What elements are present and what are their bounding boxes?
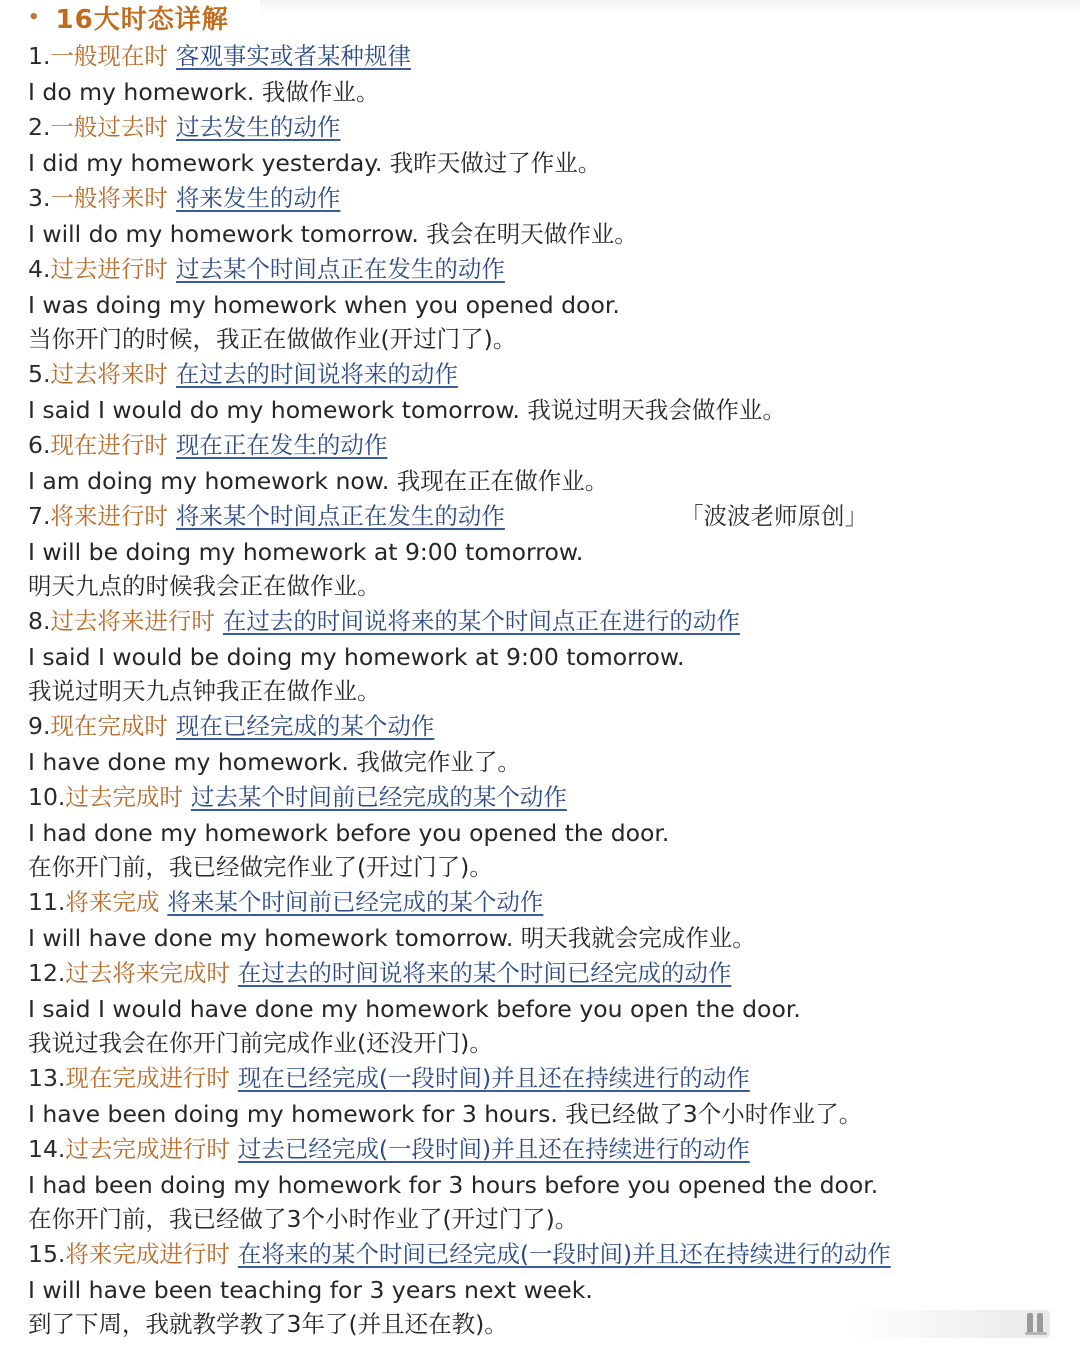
tense-description: 现在正在发生的动作 [175, 431, 388, 459]
tense-description: 过去某个时间点正在发生的动作 [175, 255, 505, 283]
tense-name: 将来完成 [65, 888, 160, 916]
example-sentence: 明天九点的时候我会正在做作业。 [28, 572, 381, 600]
tense-item [28, 955, 1068, 1060]
tense-number: 11. [28, 888, 66, 916]
tense-heading [28, 1060, 1068, 1097]
example-sentence: I do my homework. 我做作业。 [28, 78, 380, 106]
tense-list [28, 38, 1068, 1341]
example-sentence: I said I would have done my homework before you open the door. [28, 995, 801, 1023]
title-bullet: • [28, 6, 40, 28]
tense-item [28, 1060, 1068, 1131]
tense-number: 10. [28, 783, 66, 811]
example-sentence: 到了下周，我就教学教了3年了(并且还在教)。 [28, 1310, 508, 1338]
top-fade [260, 0, 1080, 14]
example-sentence: I had done my homework before you opened the door. [28, 819, 670, 847]
tense-name: 将来完成进行时 [65, 1240, 230, 1268]
tense-name: 现在完成进行时 [65, 1064, 230, 1092]
tense-item [28, 1131, 1068, 1236]
tense-item [28, 708, 1068, 779]
tense-name: 过去完成时 [65, 783, 183, 811]
tense-description: 将来某个时间点正在发生的动作 [175, 502, 505, 530]
example-sentence: 我说过我会在你开门前完成作业(还没开门)。 [28, 1029, 493, 1057]
example-sentence: I will be doing my homework at 9:00 tomorrow. [28, 538, 584, 566]
example-sentence: I have done my homework. 我做完作业了。 [28, 748, 521, 776]
example-sentence: I am doing my homework now. 我现在正在做作业。 [28, 467, 609, 495]
example-sentence: I did my homework yesterday. 我昨天做过了作业。 [28, 149, 602, 177]
tense-name: 一般将来时 [50, 184, 168, 212]
tense-item [28, 251, 1068, 356]
tense-number: 5. [28, 360, 51, 388]
tense-heading [28, 356, 1068, 393]
example-sentence: 当你开门的时候，我正在做做作业(开过门了)。 [28, 325, 517, 353]
example-sentence: I said I would be doing my homework at 9:00 tomorrow. [28, 643, 685, 671]
tense-name: 过去将来时 [50, 360, 168, 388]
tense-item [28, 427, 1068, 498]
tense-name: 现在完成时 [50, 712, 168, 740]
tense-item [28, 38, 1068, 109]
tense-number: 12. [28, 959, 66, 987]
watermark-fade [850, 1310, 1050, 1338]
example-sentence: I was doing my homework when you opened door. [28, 291, 620, 319]
tense-name: 过去将来完成时 [65, 959, 230, 987]
watermark-logo-icon [1024, 1310, 1050, 1338]
tense-name: 过去进行时 [50, 255, 168, 283]
tense-number: 15. [28, 1240, 66, 1268]
example-sentence: I will have done my homework tomorrow. 明天我就会完成作业。 [28, 924, 756, 952]
tense-heading [28, 109, 1068, 146]
tense-item [28, 356, 1068, 427]
tense-heading [28, 498, 1068, 535]
tense-description: 过去发生的动作 [175, 113, 341, 141]
tense-heading [28, 1131, 1068, 1168]
example-sentence: 在你开门前，我已经做了3个小时作业了(开过门了)。 [28, 1205, 579, 1233]
tense-heading [28, 884, 1068, 921]
tense-heading [28, 180, 1068, 217]
tense-description: 在将来的某个时间已经完成(一段时间)并且还在持续进行的动作 [237, 1240, 891, 1268]
example-sentence: 在你开门前，我已经做完作业了(开过门了)。 [28, 853, 493, 881]
tense-item [28, 180, 1068, 251]
tense-description: 客观事实或者某种规律 [175, 42, 411, 70]
tense-heading [28, 708, 1068, 745]
tense-number: 14. [28, 1135, 66, 1163]
tense-description: 过去某个时间前已经完成的某个动作 [190, 783, 567, 811]
example-sentence: I will do my homework tomorrow. 我会在明天做作业。 [28, 220, 638, 248]
tense-number: 8. [28, 607, 51, 635]
tense-heading [28, 427, 1068, 464]
tense-number: 6. [28, 431, 51, 459]
tense-description: 将来某个时间前已经完成的某个动作 [167, 888, 544, 916]
tense-name: 将来进行时 [50, 502, 168, 530]
tense-heading [28, 603, 1068, 640]
tense-number: 9. [28, 712, 51, 740]
tense-name: 现在进行时 [50, 431, 168, 459]
tense-heading [28, 955, 1068, 992]
tense-number: 2. [28, 113, 51, 141]
tense-item [28, 779, 1068, 884]
tense-description: 将来发生的动作 [175, 184, 341, 212]
tense-heading [28, 251, 1068, 288]
tense-heading [28, 38, 1068, 75]
tense-description: 现在已经完成(一段时间)并且还在持续进行的动作 [237, 1064, 750, 1092]
example-sentence: I said I would do my homework tomorrow. 我说过明天我会做作业。 [28, 396, 786, 424]
example-sentence: I will have been teaching for 3 years next week. [28, 1276, 593, 1304]
tense-heading [28, 1236, 1068, 1273]
tense-item [28, 109, 1068, 180]
tense-description: 在过去的时间说将来的某个时间点正在进行的动作 [222, 607, 740, 635]
tense-item [28, 884, 1068, 955]
tense-number: 4. [28, 255, 51, 283]
author-note: 「波波老师原创」 [680, 502, 868, 530]
tense-item [28, 498, 1068, 603]
tense-description: 现在已经完成的某个动作 [175, 712, 435, 740]
tense-name: 一般过去时 [50, 113, 168, 141]
tense-item [28, 603, 1068, 708]
tense-number: 7. [28, 502, 51, 530]
tense-number: 13. [28, 1064, 66, 1092]
tense-description: 在过去的时间说将来的某个时间已经完成的动作 [237, 959, 732, 987]
example-sentence: 我说过明天九点钟我正在做作业。 [28, 677, 381, 705]
tense-description: 过去已经完成(一段时间)并且还在持续进行的动作 [237, 1135, 750, 1163]
example-sentence: I had been doing my homework for 3 hours before you opened the door. [28, 1171, 879, 1199]
tense-description: 在过去的时间说将来的动作 [175, 360, 458, 388]
tense-name: 过去完成进行时 [65, 1135, 230, 1163]
title-row [28, 0, 229, 34]
tense-name: 一般现在时 [50, 42, 168, 70]
example-sentence: I have been doing my homework for 3 hours. 我已经做了3个小时作业了。 [28, 1100, 863, 1128]
tense-number: 1. [28, 42, 51, 70]
tense-number: 3. [28, 184, 51, 212]
tense-name: 过去将来进行时 [50, 607, 215, 635]
page-title: 16大时态详解 [55, 4, 229, 35]
tense-heading [28, 779, 1068, 816]
